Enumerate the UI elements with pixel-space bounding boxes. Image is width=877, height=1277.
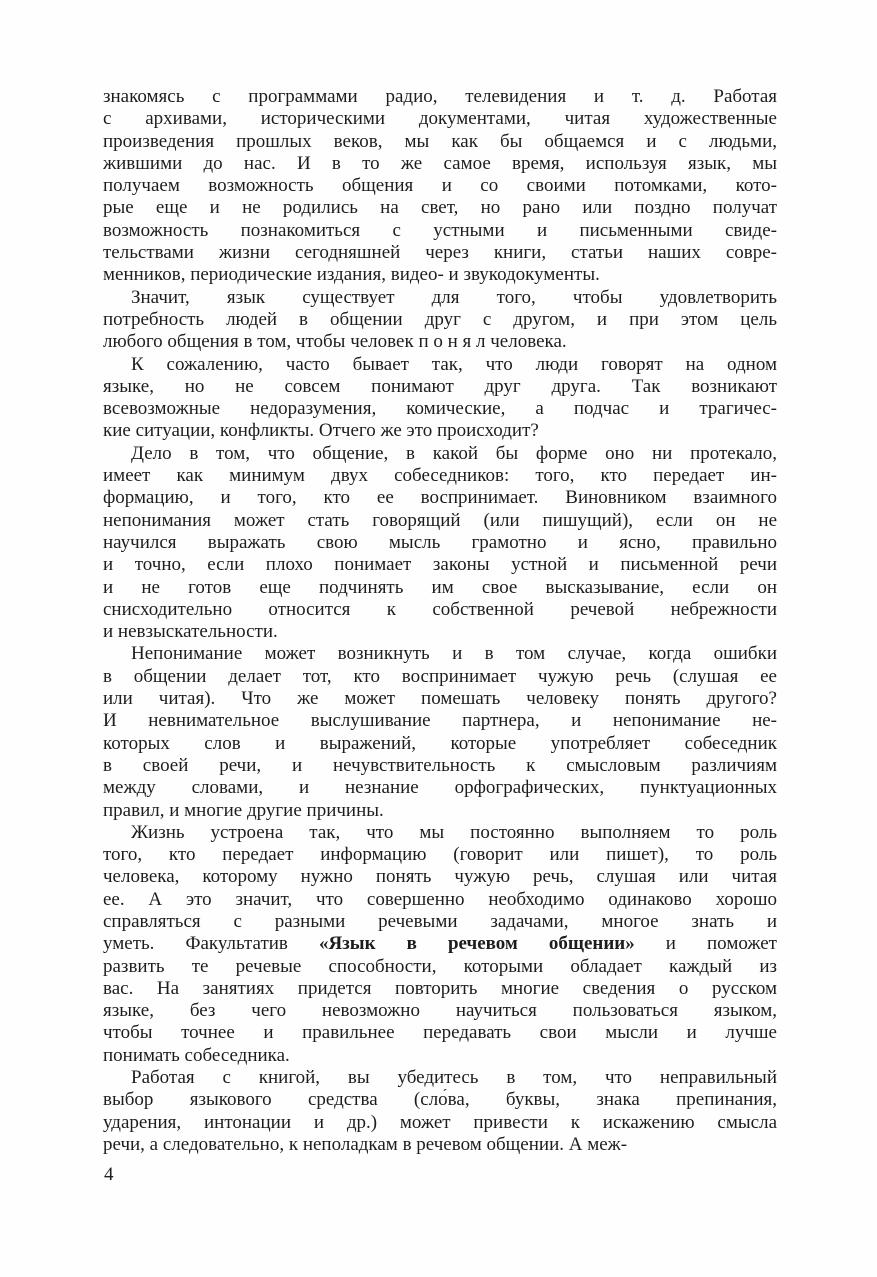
text-line: рые еще и не родились на свет, но рано или поздно получат	[103, 197, 777, 219]
text-line: знакомясь с программами радио, телевидения и т. д. Работая	[103, 86, 777, 107]
text-line: и невзыскательности.	[103, 621, 278, 643]
text-line: понимать собеседника.	[103, 1044, 290, 1066]
text-line: К сожалению, часто бывает так, что люди говорят на одном	[131, 353, 777, 375]
text-line: Непонимание может возникнуть и в том случае, когда ошибки	[131, 643, 777, 665]
text-line: любого общения в том, чтобы человек п о н я л человека.	[103, 331, 567, 353]
text-line: или читая). Что же может помешать человеку понять другого?	[103, 688, 777, 710]
text-line: менников, периодические издания, видео- и звукодокументы.	[103, 264, 600, 286]
text-line: правил, и многие другие причины.	[103, 799, 384, 821]
text-line: возможность познакомиться с устными и письменными свиде-	[103, 219, 777, 241]
text-line: языке, без чего невозможно научиться пользоваться языком,	[103, 1000, 777, 1022]
text-line: формацию, и того, кто ее воспринимает. Виновником взаимного	[103, 487, 777, 509]
text-line: получаем возможность общения и со своими потомками, кото-	[103, 175, 777, 197]
text-line: Работая с книгой, вы убедитесь в том, что неправильный	[131, 1067, 777, 1089]
text-line: справляться с разными речевыми задачами, многое знать и	[103, 910, 777, 932]
text-line: чтобы точнее и правильнее передавать свои мысли и лучше	[103, 1022, 777, 1044]
text-line: Жизнь устроена так, что мы постоянно выполняем то роль	[131, 821, 777, 843]
text-line: произведения прошлых веков, мы как бы общаемся и с людьми,	[103, 130, 777, 152]
text-line: научился выражать свою мысль грамотно и ясно, правильно	[103, 531, 777, 553]
text-line: человека, которому нужно понять чужую речь, слушая или читая	[103, 866, 777, 888]
paragraph	[103, 822, 777, 1067]
text-line: И невнимательное выслушивание партнера, и непонимание не-	[103, 710, 777, 732]
paragraph	[103, 287, 777, 354]
text-line: языке, но не совсем понимают друг друга. Так возникают	[103, 375, 777, 397]
text-line: тельствами жизни сегодняшней через книги, статьи наших совре-	[103, 242, 777, 264]
text-line: уметь. Факультатив «Язык в речевом общении» и поможет	[103, 933, 777, 955]
text-line: потребность людей в общении друг с другом, и при этом цель	[103, 308, 777, 330]
text-line: вас. На занятиях придется повторить многие сведения о русском	[103, 977, 777, 999]
text-line: и точно, если плохо понимает законы устной и письменной речи	[103, 554, 777, 576]
text-line: снисходительно относится к собственной речевой небрежности	[103, 598, 777, 620]
text-line: развить те речевые способности, которыми обладает каждый из	[103, 955, 777, 977]
text-line: всевозможные недоразумения, комические, а подчас и трагичес-	[103, 398, 777, 420]
page-number: 4	[104, 1164, 114, 1185]
paragraph	[103, 354, 777, 443]
paragraph	[103, 643, 777, 821]
text-line: жившими до нас. И в то же самое время, используя язык, мы	[103, 152, 777, 174]
paragraph	[103, 1067, 777, 1156]
course-title-bold: «Язык в речевом общении»	[318, 933, 635, 955]
text-line: ее. А это значит, что совершенно необходимо одинаково хорошо	[103, 888, 777, 910]
text-line: в своей речи, и нечувствительность к смысловым различиям	[103, 754, 777, 776]
text-line: Дело в том, что общение, в какой бы форме оно ни протекало,	[131, 442, 777, 464]
text-line: того, кто передает информацию (говорит или пишет), то роль	[103, 844, 777, 866]
text-line: между словами, и незнание орфографических, пунктуационных	[103, 777, 777, 799]
text-line: выбор языкового средства (сло́ва, буквы, знака препинания,	[103, 1089, 777, 1111]
text-line: ударения, интонации и др.) может привести к искажению смысла	[103, 1111, 777, 1133]
text-block	[103, 86, 777, 1156]
text-line: непонимания может стать говорящий (или пишущий), если он не	[103, 509, 777, 531]
text-line: Значит, язык существует для того, чтобы удовлетворить	[131, 286, 777, 308]
text-line: которых слов и выражений, которые употребляет собеседник	[103, 732, 777, 754]
paragraph	[103, 86, 777, 287]
text-line: речи, а следовательно, к неполадкам в речевом общении. А меж-	[103, 1133, 628, 1155]
text-line: в общении делает тот, кто воспринимает чужую речь (слушая ее	[103, 665, 777, 687]
text-line: имеет как минимум двух собеседников: того, кто передает ин-	[103, 465, 777, 487]
text-line: с архивами, историческими документами, читая художественные	[103, 108, 777, 130]
paragraph	[103, 443, 777, 644]
text-line: и не готов еще подчинять им свое высказывание, если он	[103, 576, 777, 598]
text-line: кие ситуации, конфликты. Отчего же это происходит?	[103, 420, 539, 442]
